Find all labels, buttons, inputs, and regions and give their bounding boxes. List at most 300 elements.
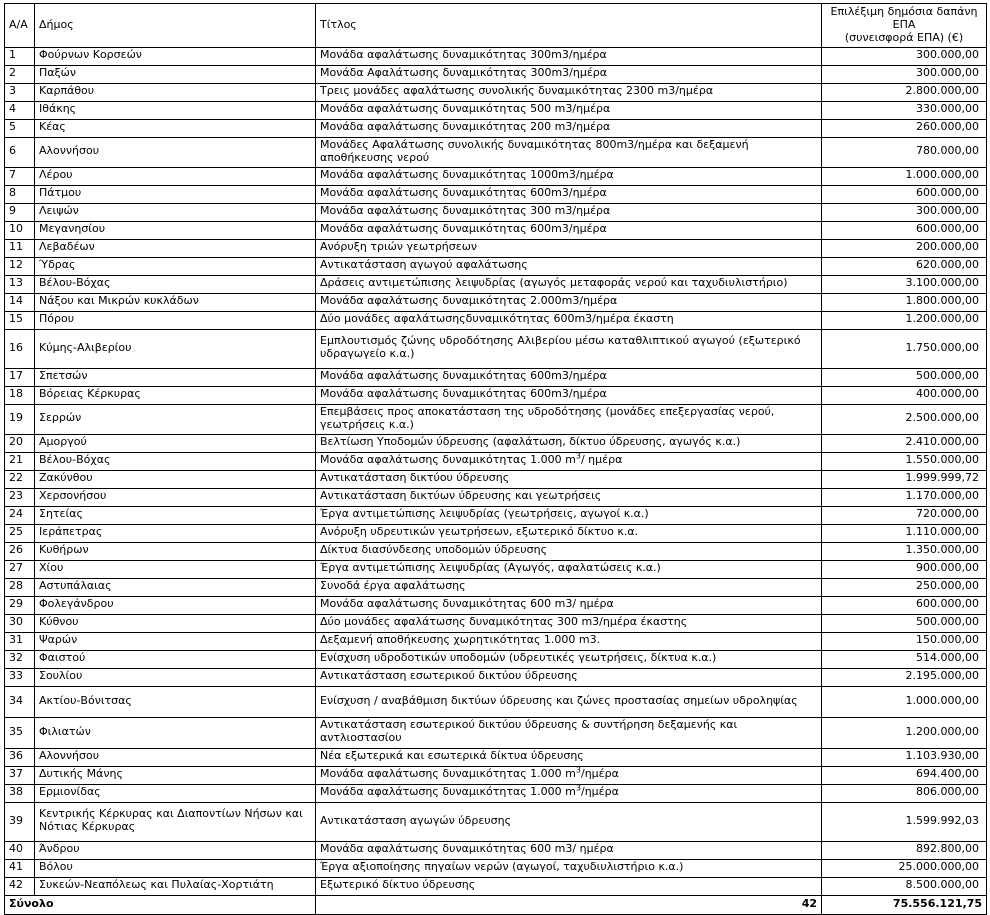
municipality-cell — [35, 614, 316, 632]
table-row — [5, 275, 987, 293]
municipality-name: Ιθάκης — [39, 102, 77, 116]
row-index: 13 — [9, 276, 23, 290]
project-title-part: Μονάδα αφαλάτωσης δυναμικότητας 1.000 m — [320, 785, 576, 799]
project-title-cell — [316, 542, 822, 560]
municipality-name: Κύμης-Αλιβερίου — [39, 340, 132, 354]
row-index: 9 — [9, 204, 16, 218]
municipality-cell — [35, 185, 316, 203]
municipality-cell — [35, 802, 316, 841]
table-row — [5, 221, 987, 239]
project-title: Έργα αξιοποίησης πηγαίων νερών (αγωγοί, ταχυδιυλιστήριο κ.α.) — [320, 860, 684, 874]
row-index: 15 — [9, 312, 23, 326]
row-index-cell — [5, 614, 35, 632]
table-row — [5, 560, 987, 578]
eligible-expenditure-amount: 8.500.000,00 — [905, 878, 979, 892]
project-title — [316, 767, 821, 783]
row-index: 23 — [9, 489, 23, 503]
eligible-expenditure-cell — [822, 614, 987, 632]
project-title: Μονάδα αφαλάτωσης δυναμικότητας 300 m3/ημέρα — [320, 204, 611, 218]
project-title-cell — [316, 841, 822, 859]
eligible-expenditure-amount: 1.000.000,00 — [905, 168, 979, 182]
project-title: Βελτίωση Υποδομών ύδρευσης (αφαλάτωση, δίκτυο ύδρευσης, αγωγός κ.α.) — [320, 435, 741, 449]
eligible-expenditure-amount: 1.750.000,00 — [905, 340, 979, 354]
project-title-cell — [316, 717, 822, 748]
municipality-name: Πάτμου — [39, 186, 82, 200]
table-row — [5, 329, 987, 368]
municipality-name: Κυθήρων — [39, 543, 89, 557]
project-title-exponent: 3 — [575, 783, 581, 793]
table-row — [5, 65, 987, 83]
row-index: 17 — [9, 369, 23, 383]
municipality-cell — [35, 668, 316, 686]
eligible-expenditure-amount: 1.200.000,00 — [905, 312, 979, 326]
project-title: Μονάδα αφαλάτωσης δυναμικότητας 500 m3/ημέρα — [320, 102, 611, 116]
project-title-cell — [316, 65, 822, 83]
table-row — [5, 784, 987, 802]
municipality-name: Χερσονήσου — [39, 489, 107, 503]
municipality-name: Κέας — [39, 120, 66, 134]
project-title: Δράσεις αντιμετώπισης λειψυδρίας (αγωγός μεταφοράς νερού και ταχυδιυλιστήριο) — [320, 276, 788, 290]
row-index: 14 — [9, 294, 23, 308]
project-title-cell — [316, 560, 822, 578]
row-index: 2 — [9, 66, 16, 80]
eligible-expenditure-cell — [822, 452, 987, 470]
municipality-cell — [35, 404, 316, 434]
eligible-expenditure-cell — [822, 257, 987, 275]
municipality-name: Βέλου-Βόχας — [39, 453, 111, 467]
row-index-cell — [5, 119, 35, 137]
project-title-cell — [316, 452, 822, 470]
eligible-expenditure-cell — [822, 668, 987, 686]
project-title: Συνοδά έργα αφαλάτωσης — [320, 579, 466, 593]
table-row — [5, 203, 987, 221]
row-index: 21 — [9, 453, 23, 467]
eligible-expenditure-amount: 1.103.930,00 — [905, 749, 979, 763]
project-title: Εμπλουτισμός ζώνης υδροδότησης Αλιβερίου μέσω καταθλιπτικού αγωγού (εξωτερικό υδραγωγείο κ.α.) — [320, 334, 801, 361]
project-title-cell — [316, 859, 822, 877]
eligible-expenditure-cell — [822, 524, 987, 542]
column-header-aa: Α/Α — [5, 4, 35, 48]
row-index: 8 — [9, 186, 16, 200]
eligible-expenditure-cell — [822, 293, 987, 311]
column-header-title: Τίτλος — [316, 4, 822, 48]
row-index-cell — [5, 167, 35, 185]
municipality-name: Αλοννήσου — [39, 749, 100, 763]
row-index-cell — [5, 578, 35, 596]
row-index-cell — [5, 784, 35, 802]
project-title-cell — [316, 470, 822, 488]
municipality-cell — [35, 596, 316, 614]
row-index-cell — [5, 275, 35, 293]
project-title-cell — [316, 668, 822, 686]
municipality-cell — [35, 434, 316, 452]
project-title: Αντικατάσταση αγωγού αφαλάτωσης — [320, 258, 528, 272]
table-row — [5, 506, 987, 524]
municipality-cell — [35, 119, 316, 137]
projects-table — [4, 3, 987, 915]
eligible-expenditure-cell — [822, 650, 987, 668]
municipality-name: Σπετσών — [39, 369, 88, 383]
project-title-cell — [316, 784, 822, 802]
row-index-cell — [5, 368, 35, 386]
table-header — [5, 4, 987, 48]
eligible-expenditure-amount: 1.599.992,03 — [905, 813, 979, 827]
project-title: Δίκτυα διασύνδεσης υποδομών ύδρευσης — [320, 543, 548, 557]
row-index: 32 — [9, 651, 23, 665]
project-title-cell — [316, 221, 822, 239]
row-index: 7 — [9, 168, 16, 182]
municipality-name: Ερμιονίδας — [39, 785, 101, 799]
project-title: Μονάδα Αφαλάτωσης δυναμικότητας 300m3/ημέρα — [320, 66, 608, 80]
eligible-expenditure-amount: 694.400,00 — [916, 767, 979, 781]
row-index-cell — [5, 766, 35, 784]
municipality-cell — [35, 524, 316, 542]
eligible-expenditure-cell — [822, 596, 987, 614]
project-title-cell — [316, 203, 822, 221]
project-title: Μονάδα αφαλάτωσης δυναμικότητας 200 m3/ημέρα — [320, 120, 611, 134]
project-title-cell — [316, 650, 822, 668]
row-index: 16 — [9, 340, 23, 354]
row-index: 30 — [9, 615, 23, 629]
municipality-cell — [35, 167, 316, 185]
row-index: 18 — [9, 387, 23, 401]
project-title: Μονάδες Αφαλάτωσης συνολικής δυναμικότητας 800m3/ημέρα και δεξαμενή αποθήκευσης νερού — [320, 137, 749, 164]
table-row — [5, 859, 987, 877]
row-index: 31 — [9, 633, 23, 647]
table-row — [5, 137, 987, 167]
total-label-cell: Σύνολο — [5, 895, 316, 914]
table-row — [5, 717, 987, 748]
row-index: 42 — [9, 878, 23, 892]
project-title-cell — [316, 766, 822, 784]
project-title: Δύο μονάδες αφαλάτωσης δυναμικότητας 300 m3/ημέρα έκαστης — [320, 615, 688, 629]
table-footer — [5, 895, 987, 914]
project-title-cell — [316, 748, 822, 766]
total-row — [5, 895, 987, 914]
eligible-expenditure-amount: 1.800.000,00 — [905, 294, 979, 308]
project-title-cell — [316, 596, 822, 614]
column-header-expenditure-line1: Επιλέξιμη δημόσια δαπάνη ΕΠΑ — [830, 5, 978, 31]
municipality-name: Καρπάθου — [39, 84, 95, 98]
municipality-name: Βέλου-Βόχας — [39, 276, 111, 290]
eligible-expenditure-cell — [822, 632, 987, 650]
eligible-expenditure-cell — [822, 841, 987, 859]
row-index-cell — [5, 877, 35, 895]
eligible-expenditure-cell — [822, 748, 987, 766]
eligible-expenditure-cell — [822, 239, 987, 257]
project-title-cell — [316, 488, 822, 506]
municipality-cell — [35, 203, 316, 221]
project-title: Επεμβάσεις προς αποκατάσταση της υδροδότησης (μονάδες επεξεργασίας νερού, γεωτρήσεις κ.α.) — [320, 404, 775, 431]
row-index: 38 — [9, 785, 23, 799]
project-title-cell — [316, 368, 822, 386]
project-title-cell — [316, 802, 822, 841]
municipality-name: Δυτικής Μάνης — [39, 767, 123, 781]
eligible-expenditure-amount: 600.000,00 — [916, 597, 979, 611]
project-title-cell — [316, 293, 822, 311]
row-index-cell — [5, 239, 35, 257]
total-count-cell: 42 — [316, 895, 822, 914]
total-sum-cell: 75.556.121,75 — [822, 895, 987, 914]
eligible-expenditure-amount: 500.000,00 — [916, 369, 979, 383]
project-title-exponent: 3 — [575, 451, 581, 461]
project-title-cell — [316, 137, 822, 167]
row-index-cell — [5, 686, 35, 717]
municipality-name: Σουλίου — [39, 669, 83, 683]
row-index-cell — [5, 650, 35, 668]
row-index: 24 — [9, 507, 23, 521]
row-index-cell — [5, 434, 35, 452]
municipality-cell — [35, 65, 316, 83]
project-title-part: Μονάδα αφαλάτωσης δυναμικότητας 1.000 m — [320, 767, 576, 781]
project-title-cell — [316, 329, 822, 368]
row-index: 20 — [9, 435, 23, 449]
table-row — [5, 877, 987, 895]
table-row — [5, 167, 987, 185]
row-index-cell — [5, 257, 35, 275]
row-index-cell — [5, 488, 35, 506]
eligible-expenditure-amount: 620.000,00 — [916, 258, 979, 272]
row-index-cell — [5, 668, 35, 686]
eligible-expenditure-amount: 2.800.000,00 — [905, 84, 979, 98]
row-index-cell — [5, 452, 35, 470]
project-title: Μονάδα αφαλάτωσης δυναμικότητας 600 m3/ ημέρα — [320, 842, 614, 856]
project-title: Μονάδα αφαλάτωσης δυναμικότητας 600m3/ημέρα — [320, 369, 607, 383]
municipality-name: Αμοργού — [39, 435, 87, 449]
municipality-cell — [35, 221, 316, 239]
row-index: 1 — [9, 48, 16, 62]
eligible-expenditure-cell — [822, 329, 987, 368]
eligible-expenditure-cell — [822, 404, 987, 434]
eligible-expenditure-cell — [822, 717, 987, 748]
table-row — [5, 686, 987, 717]
row-index-cell — [5, 47, 35, 65]
eligible-expenditure-cell — [822, 47, 987, 65]
table-row — [5, 311, 987, 329]
row-index-cell — [5, 311, 35, 329]
project-title-part: /ημέρα — [580, 785, 619, 799]
municipality-cell — [35, 506, 316, 524]
project-title-part: /ημέρα — [580, 767, 619, 781]
table-row — [5, 293, 987, 311]
row-index: 25 — [9, 525, 23, 539]
row-index: 29 — [9, 597, 23, 611]
municipality-cell — [35, 717, 316, 748]
row-index-cell — [5, 83, 35, 101]
row-index: 26 — [9, 543, 23, 557]
project-title-cell — [316, 632, 822, 650]
table-row — [5, 434, 987, 452]
table-row — [5, 596, 987, 614]
project-title-cell — [316, 524, 822, 542]
table-row — [5, 452, 987, 470]
eligible-expenditure-amount: 780.000,00 — [916, 144, 979, 158]
project-title-part: Μονάδα αφαλάτωσης δυναμικότητας 1.000 m — [320, 453, 576, 467]
eligible-expenditure-amount: 330.000,00 — [916, 102, 979, 116]
municipality-cell — [35, 137, 316, 167]
municipality-cell — [35, 470, 316, 488]
row-index-cell — [5, 632, 35, 650]
eligible-expenditure-cell — [822, 434, 987, 452]
row-index-cell — [5, 203, 35, 221]
municipality-cell — [35, 766, 316, 784]
municipality-name: Φούρνων Κορσεών — [39, 48, 142, 62]
eligible-expenditure-cell — [822, 83, 987, 101]
table-row — [5, 368, 987, 386]
row-index: 37 — [9, 767, 23, 781]
table-row — [5, 748, 987, 766]
row-index: 39 — [9, 813, 23, 827]
row-index-cell — [5, 221, 35, 239]
table-row — [5, 404, 987, 434]
project-title: Εξωτερικό δίκτυο ύδρευσης — [320, 878, 476, 892]
project-title-cell — [316, 101, 822, 119]
row-index-cell — [5, 470, 35, 488]
project-title: Έργα αντιμετώπισης λειψυδρίας (Αγωγός, αφαλατώσεις κ.α.) — [320, 561, 661, 575]
eligible-expenditure-cell — [822, 275, 987, 293]
municipality-name: Φιλιατών — [39, 724, 91, 738]
row-index-cell — [5, 748, 35, 766]
eligible-expenditure-cell — [822, 542, 987, 560]
municipality-name: Ύδρας — [39, 258, 76, 272]
project-title: Αντικατάσταση εσωτερικού δικτύου ύδρευσης — [320, 669, 578, 683]
table-row — [5, 257, 987, 275]
municipality-cell — [35, 368, 316, 386]
eligible-expenditure-cell — [822, 560, 987, 578]
eligible-expenditure-amount: 806.000,00 — [916, 785, 979, 799]
eligible-expenditure-cell — [822, 686, 987, 717]
eligible-expenditure-cell — [822, 101, 987, 119]
eligible-expenditure-amount: 500.000,00 — [916, 615, 979, 629]
municipality-cell — [35, 83, 316, 101]
project-title: Αντικατάσταση αγωγών ύδρευσης — [320, 813, 512, 827]
project-title-cell — [316, 275, 822, 293]
project-title: Αντικατάσταση δικτύων ύδρευσης και γεωτρήσεις — [320, 489, 602, 503]
table-header-row — [5, 4, 987, 48]
row-index: 12 — [9, 258, 23, 272]
eligible-expenditure-amount: 600.000,00 — [916, 186, 979, 200]
project-title-cell — [316, 47, 822, 65]
municipality-name: Σερρών — [39, 411, 82, 425]
eligible-expenditure-cell — [822, 488, 987, 506]
row-index-cell — [5, 293, 35, 311]
municipality-name: Αστυπάλαιας — [39, 579, 112, 593]
row-index: 33 — [9, 669, 23, 683]
eligible-expenditure-amount: 514.000,00 — [916, 651, 979, 665]
eligible-expenditure-amount: 900.000,00 — [916, 561, 979, 575]
row-index: 6 — [9, 144, 16, 158]
municipality-name: Ιεράπετρας — [39, 525, 103, 539]
project-title-part: / ημέρα — [580, 453, 623, 467]
eligible-expenditure-cell — [822, 167, 987, 185]
municipality-name: Λέρου — [39, 168, 73, 182]
eligible-expenditure-cell — [822, 859, 987, 877]
row-index-cell — [5, 65, 35, 83]
row-index-cell — [5, 524, 35, 542]
eligible-expenditure-cell — [822, 470, 987, 488]
table-row — [5, 185, 987, 203]
eligible-expenditure-cell — [822, 506, 987, 524]
row-index-cell — [5, 841, 35, 859]
eligible-expenditure-amount: 400.000,00 — [916, 387, 979, 401]
row-index: 3 — [9, 84, 16, 98]
row-index: 40 — [9, 842, 23, 856]
project-title: Μονάδα αφαλάτωσης δυναμικότητας 600 m3/ ημέρα — [320, 597, 614, 611]
eligible-expenditure-amount: 300.000,00 — [916, 204, 979, 218]
eligible-expenditure-cell — [822, 368, 987, 386]
eligible-expenditure-amount: 892.800,00 — [916, 842, 979, 856]
project-title: Έργα αντιμετώπισης λειψυδρίας (γεωτρήσεις, αγωγοί κ.α.) — [320, 507, 649, 521]
eligible-expenditure-amount: 200.000,00 — [916, 240, 979, 254]
municipality-name: Σητείας — [39, 507, 83, 521]
eligible-expenditure-amount: 2.195.000,00 — [905, 669, 979, 683]
row-index-cell — [5, 137, 35, 167]
table-row — [5, 470, 987, 488]
project-title-cell — [316, 311, 822, 329]
table-row — [5, 802, 987, 841]
eligible-expenditure-amount: 1.170.000,00 — [905, 489, 979, 503]
project-title: Ενίσχυση / αναβάθμιση δικτύων ύδρευσης και ζώνες προστασίας σημείων υδροληψίας — [320, 693, 798, 707]
eligible-expenditure-cell — [822, 578, 987, 596]
table-row — [5, 488, 987, 506]
project-title: Νέα εξωτερικά και εσωτερικά δίκτυα ύδρευσης — [320, 749, 584, 763]
municipality-cell — [35, 311, 316, 329]
eligible-expenditure-amount: 300.000,00 — [916, 66, 979, 80]
row-index-cell — [5, 101, 35, 119]
project-title-cell — [316, 185, 822, 203]
eligible-expenditure-amount: 1.110.000,00 — [905, 525, 979, 539]
municipality-cell — [35, 386, 316, 404]
row-index: 22 — [9, 471, 23, 485]
municipality-name: Νάξου και Μικρών κυκλάδων — [39, 294, 199, 308]
row-index-cell — [5, 329, 35, 368]
project-title-cell — [316, 434, 822, 452]
project-title: Μονάδα αφαλάτωσης δυναμικότητας 600m3/ημέρα — [320, 222, 607, 236]
eligible-expenditure-cell — [822, 802, 987, 841]
row-index-cell — [5, 506, 35, 524]
table-row — [5, 614, 987, 632]
municipality-name: Φαιστού — [39, 651, 86, 665]
project-title: Μονάδα αφαλάτωσης δυναμικότητας 1000m3/ημέρα — [320, 168, 614, 182]
municipality-cell — [35, 452, 316, 470]
municipality-name: Βόρειας Κέρκυρας — [39, 387, 141, 401]
municipality-name: Ψαρών — [39, 633, 78, 647]
table-row — [5, 578, 987, 596]
project-title — [316, 785, 821, 801]
project-title: Αντικατάσταση εσωτερικού δικτύου ύδρευσης & συντήρηση δεξαμενής και αντλιοστασίου — [320, 718, 738, 745]
table-row — [5, 766, 987, 784]
municipality-cell — [35, 841, 316, 859]
municipality-name: Πόρου — [39, 312, 75, 326]
eligible-expenditure-cell — [822, 65, 987, 83]
project-title: Μονάδα αφαλάτωσης δυναμικότητας 600m3/ημέρα — [320, 186, 607, 200]
municipality-name: Ζακύνθου — [39, 471, 93, 485]
row-index-cell — [5, 185, 35, 203]
municipality-name: Μεγανησίου — [39, 222, 106, 236]
municipality-name: Παξών — [39, 66, 77, 80]
municipality-cell — [35, 650, 316, 668]
table-row — [5, 524, 987, 542]
eligible-expenditure-amount: 250.000,00 — [916, 579, 979, 593]
row-index: 28 — [9, 579, 23, 593]
municipality-cell — [35, 239, 316, 257]
row-index: 27 — [9, 561, 23, 575]
eligible-expenditure-cell — [822, 784, 987, 802]
row-index: 5 — [9, 120, 16, 134]
municipality-cell — [35, 293, 316, 311]
municipality-cell — [35, 329, 316, 368]
table-row — [5, 47, 987, 65]
